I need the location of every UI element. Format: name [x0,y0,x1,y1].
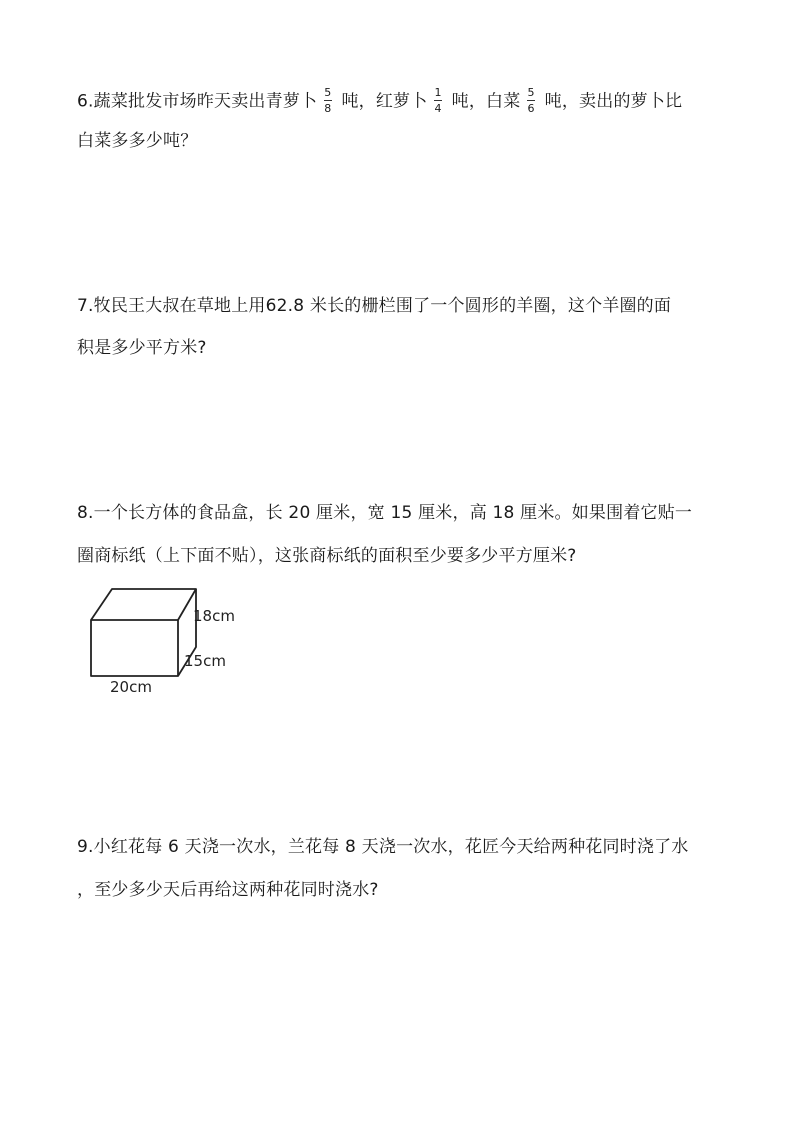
question-8-line-1: 8.一个长方体的食品盒，长 20 厘米，宽 15 厘米，高 18 厘米。如果围着它贴一 [77,503,693,523]
cuboid-front-face [91,620,178,676]
cuboid-top-face [91,589,196,620]
fraction-five-eighths: $\frac{5}{8}$ [324,86,332,115]
width-label: 15cm [184,652,226,670]
question-6-line-1 [77,88,727,115]
fraction-one-quarter: $\frac{1}{4}$ [434,86,442,115]
cuboid-figure [88,584,258,696]
question-6-mid-2: 吨，白菜 [451,91,521,112]
fraction-five-sixths: $\frac{5}{6}$ [527,86,535,115]
question-6-suffix: 吨，卖出的萝卜比 [544,91,683,112]
question-9-line-2: ，至少多少天后再给这两种花同时浇水? [77,880,379,900]
height-label: 18cm [193,607,235,625]
question-6-line-2: 白菜多多少吨？ [77,131,198,151]
question-6-mid-1: 吨，红萝卜 [341,91,428,112]
length-label: 20cm [110,678,152,696]
question-7-line-1: 7.牧民王大叔在草地上用62.8 米长的栅栏围了一个圆形的羊圈，这个羊圈的面 [77,296,672,316]
question-6-prefix: 6.蔬菜批发市场昨天卖出青萝卜 [77,91,318,112]
question-9-line-1: 9.小红花每 6 天浇一次水，兰花每 8 天浇一次水，花匠今天给两种花同时浇了水 [77,837,689,857]
question-8-line-2: 圈商标纸（上下面不贴），这张商标纸的面积至少要多少平方厘米? [77,546,577,566]
question-7-line-2: 积是多少平方米? [77,338,207,358]
